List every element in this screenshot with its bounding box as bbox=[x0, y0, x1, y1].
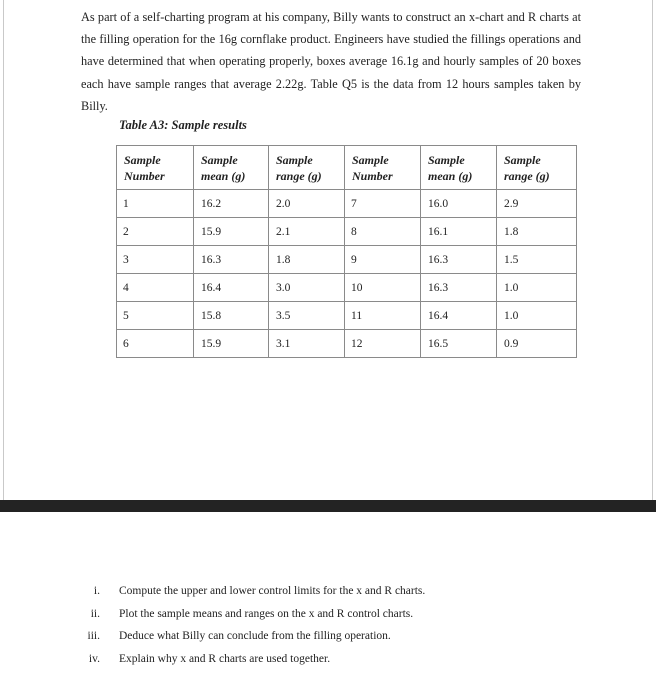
question-item bbox=[0, 625, 656, 648]
table-cell: 1.0 bbox=[497, 274, 577, 302]
table-row bbox=[117, 246, 577, 274]
page-right-border bbox=[652, 0, 653, 500]
table-header-row bbox=[117, 146, 577, 190]
table-cell: 3.1 bbox=[269, 330, 345, 358]
question-item bbox=[0, 603, 656, 626]
table-cell: 16.5 bbox=[421, 330, 497, 358]
question-text: Deduce what Billy can conclude from the filling operation. bbox=[119, 630, 391, 643]
table-row bbox=[117, 302, 577, 330]
question-item bbox=[0, 648, 656, 671]
question-number: iii. bbox=[87, 630, 100, 643]
table-cell: 1 bbox=[117, 190, 194, 218]
header-sample-number: Sample Number bbox=[117, 146, 194, 190]
table-cell: 2 bbox=[117, 218, 194, 246]
header-sample-mean-2: Sample mean (g) bbox=[421, 146, 497, 190]
page-left-border bbox=[3, 0, 4, 500]
table-row bbox=[117, 330, 577, 358]
table-cell: 2.9 bbox=[497, 190, 577, 218]
table-cell: 1.5 bbox=[497, 246, 577, 274]
table-cell: 4 bbox=[117, 274, 194, 302]
intro-paragraph: As part of a self-charting program at his company, Billy wants to construct an x-chart and R charts at the filling operation for the 16g cornflake product. Engineers have studied the fillings operations and have determined that when operating properly, boxes average 16.1g and hourly samples of 20 boxes each have sample ranges that average 2.22g. Table Q5 is the data from 12 hours samples taken by Billy. bbox=[81, 10, 581, 113]
header-sample-range-2: Sample range (g) bbox=[497, 146, 577, 190]
table-cell: 15.9 bbox=[194, 218, 269, 246]
table-cell: 1.0 bbox=[497, 302, 577, 330]
table-cell: 2.0 bbox=[269, 190, 345, 218]
table-caption: Table A3: Sample results bbox=[119, 118, 247, 132]
table-cell: 7 bbox=[345, 190, 421, 218]
table-cell: 16.3 bbox=[194, 246, 269, 274]
table-cell: 16.0 bbox=[421, 190, 497, 218]
header-sample-range: Sample range (g) bbox=[269, 146, 345, 190]
table-cell: 2.1 bbox=[269, 218, 345, 246]
table-row bbox=[117, 190, 577, 218]
table-cell: 9 bbox=[345, 246, 421, 274]
table-cell: 3 bbox=[117, 246, 194, 274]
sample-results-table bbox=[116, 145, 577, 358]
table-cell: 16.4 bbox=[194, 274, 269, 302]
table-cell: 3.5 bbox=[269, 302, 345, 330]
table-cell: 1.8 bbox=[269, 246, 345, 274]
table-cell: 10 bbox=[345, 274, 421, 302]
table-cell: 15.9 bbox=[194, 330, 269, 358]
question-text: Plot the sample means and ranges on the x and R control charts. bbox=[119, 607, 414, 620]
header-sample-number-2: Sample Number bbox=[345, 146, 421, 190]
question-list bbox=[0, 580, 656, 670]
question-text: Explain why x and R charts are used together. bbox=[119, 652, 331, 665]
table-cell: 11 bbox=[345, 302, 421, 330]
question-item bbox=[0, 580, 656, 603]
table-cell: 6 bbox=[117, 330, 194, 358]
table-cell: 1.8 bbox=[497, 218, 577, 246]
table-row bbox=[117, 274, 577, 302]
question-number: iv. bbox=[88, 652, 100, 665]
question-number: i. bbox=[93, 585, 100, 597]
table-cell: 0.9 bbox=[497, 330, 577, 358]
table-cell: 8 bbox=[345, 218, 421, 246]
table-cell: 12 bbox=[345, 330, 421, 358]
table-row bbox=[117, 218, 577, 246]
page-divider bbox=[0, 500, 656, 512]
question-number: ii. bbox=[90, 607, 100, 620]
table-cell: 16.3 bbox=[421, 274, 497, 302]
table-cell: 15.8 bbox=[194, 302, 269, 330]
table-cell: 16.3 bbox=[421, 246, 497, 274]
table-cell: 16.1 bbox=[421, 218, 497, 246]
question-text: Compute the upper and lower control limits for the x and R charts. bbox=[119, 585, 426, 597]
table-cell: 16.2 bbox=[194, 190, 269, 218]
header-sample-mean: Sample mean (g) bbox=[194, 146, 269, 190]
table-cell: 16.4 bbox=[421, 302, 497, 330]
table-cell: 5 bbox=[117, 302, 194, 330]
table-cell: 3.0 bbox=[269, 274, 345, 302]
